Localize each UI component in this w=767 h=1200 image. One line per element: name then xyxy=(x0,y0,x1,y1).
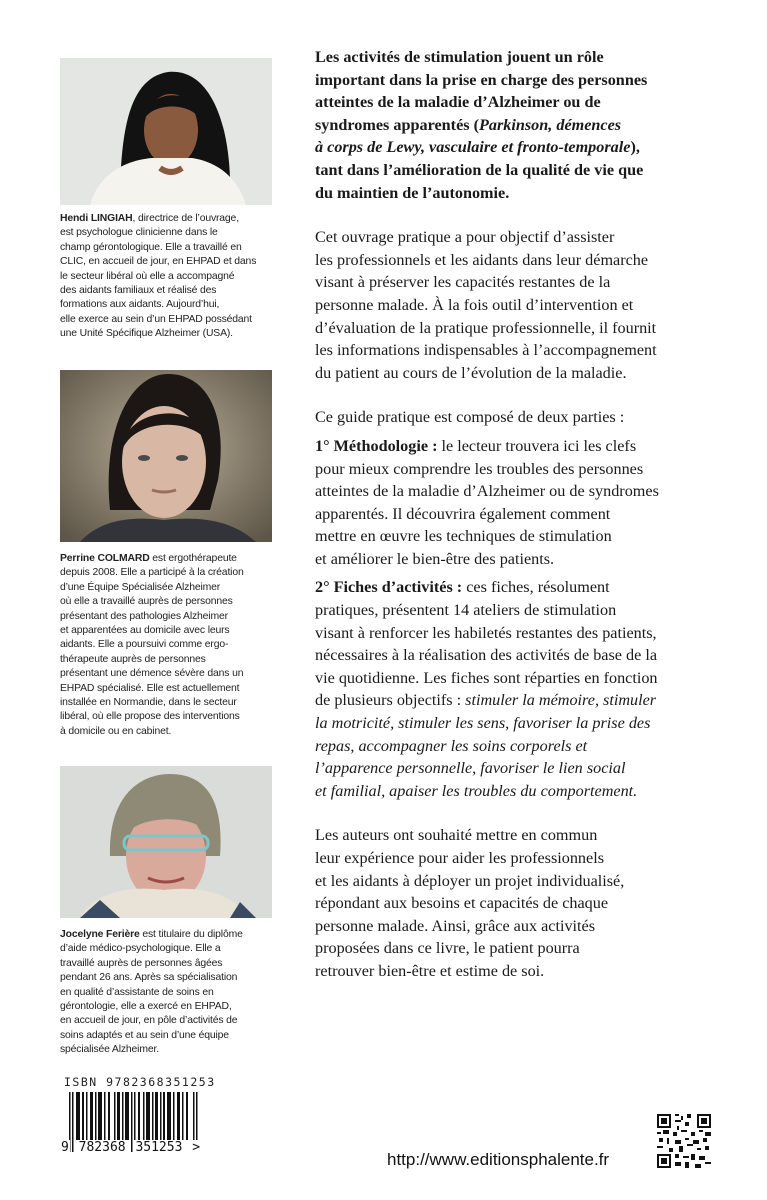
objective-paragraph: Cet ouvrage pratique a pour objectif d’assister les professionnels et les aidants dans leur démarche visant à préserver les capacités restantes de la personne malade. À la fois outil d’intervention et d’évaluation de la pratique professionnelle, il fournit les informations indispensables à l’accompagnement du patient au cours de l’évolution de la maladie. xyxy=(315,228,657,382)
part1-heading: 1° Méthodologie : xyxy=(315,436,438,455)
author-bio-jocelyne-feriere: Jocelyne Ferière est titulaire du diplôme d’aide médico-psychologique. Elle a travaillé auprès de personnes âgées pendant 26 ans. Après sa spécialisation en qualité d’assistante de soins en gérontologie, elle a exercé en EHPAD, en accueil de jour, en pôle d’activités de soins adaptés et au sein d’une équipe spécialisée Alzheimer. xyxy=(60,929,243,1056)
isbn-label: ISBN 9782368351253 xyxy=(64,1075,216,1089)
part2-heading: 2° Fiches d’activités : xyxy=(315,578,463,597)
part1-methodology: 1° Méthodologie : le lecteur trouvera ici les clefs pour mieux comprendre les troubles des personnes atteintes de la maladie d’Alzheimer ou de syndromes apparentés. Il découvrira également comment mettre en œuvre les techniques de stimulation et améliorer le bien-être des patients. xyxy=(315,436,659,568)
parts-intro: Ce guide pratique est composé de deux parties : xyxy=(315,408,625,427)
barcode-digits: 9 782368 351253 > xyxy=(61,1140,201,1155)
intro-paragraph: Les activités de stimulation jouent un rôle important dans la prise en charge des personnes atteintes de la maladie d’Alzheimer ou de syndromes apparentés (Parkinson, démences à corps de Lewy, vasculaire et fronto-temporale), tant dans l’amélioration de la qualité de vie que du maintien de l’autonomie. xyxy=(315,48,648,202)
author-name: Hendi LINGIAH xyxy=(60,213,133,224)
author-photo-perrine-colmard xyxy=(60,370,272,542)
author-name: Jocelyne Ferière xyxy=(60,929,140,940)
author-name: Perrine COLMARD xyxy=(60,553,150,564)
conclusion-paragraph: Les auteurs ont souhaité mettre en commun leur expérience pour aider les professionnels et les aidants à déployer un projet individualisé, répondant aux besoins et capacités de chaque personne malade. Ainsi, grâce aux activités proposées dans ce livre, le patient pourra retrouver bien-être et estime de soi. xyxy=(315,826,625,980)
author-photo-jocelyne-feriere xyxy=(60,766,272,918)
back-cover-text xyxy=(315,46,745,983)
author-photo-hendi-lingiah xyxy=(60,58,272,205)
author-bio-hendi-lingiah: Hendi LINGIAH, directrice de l’ouvrage, est psychologue clinicienne dans le champ gérontologique. Elle a travaillé en CLIC, en accueil de jour, en EHPAD et dans le secteur libéral où elle a accompagné des aidants familiaux et réalisé des formations aux aidants. Aujourd’hui, elle exerce au sein d’un EHPAD possédant une Unité Spécifique Alzheimer (USA). xyxy=(60,213,257,340)
author-bio-perrine-colmard: Perrine COLMARD est ergothérapeute depuis 2008. Elle a participé à la création d’une Équipe Spécialisée Alzheimer où elle a travaillé auprès de personnes présentant des pathologies Alzheimer et apparentées au domicile avec leurs aidants. Elle a poursuivi comme ergo- thérapeute auprès de personnes présentant une démence sévère dans un EHPAD spécialisé. Elle est actuellement installée en Normandie, dans le secteur libéral, où elle propose des interventions à domicile ou en cabinet. xyxy=(60,553,244,737)
qr-code-icon[interactable] xyxy=(657,1114,711,1168)
part2-activity-sheets: 2° Fiches d’activités : ces fiches, résolument pratiques, présentent 14 ateliers de stimulation visant à renforcer les habiletés restantes des patients, nécessaires à la réalisation des activités de base de la vie quotidienne. Les fiches sont réparties en fonction de plusieurs objectifs : stimuler la mémoire, stimuler la motricité, stimuler les sens, favoriser la prise des repas, accompagner les soins corporels et l’apparence personnelle, favoriser le lien social et familial, apaiser les troubles du comportement. xyxy=(315,578,658,800)
publisher-url-link[interactable]: http://www.editionsphalente.fr xyxy=(387,1150,610,1169)
